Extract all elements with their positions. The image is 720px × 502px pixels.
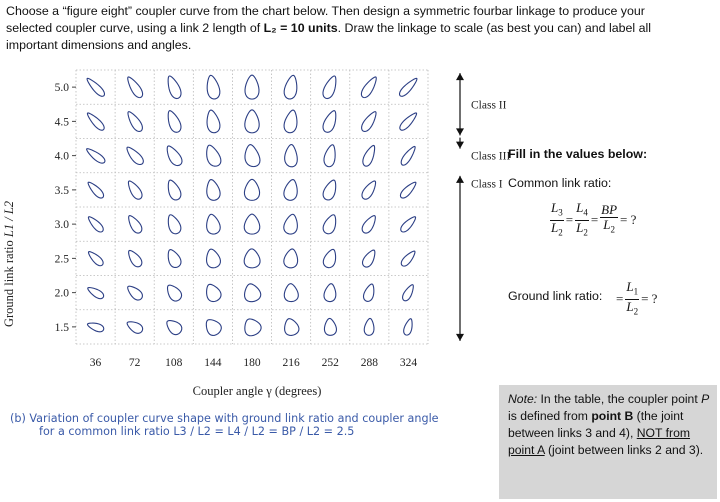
y-tick-label: 1.5 xyxy=(54,321,69,334)
coupler-curve xyxy=(124,75,144,100)
coupler-curve xyxy=(283,248,299,269)
x-tick-label: 144 xyxy=(204,357,222,369)
y-axis-label: Ground link ratio L1 / L2 xyxy=(2,200,16,328)
note-part: is defined from xyxy=(508,409,592,423)
note-text xyxy=(499,385,717,459)
coupler-curve xyxy=(321,109,340,134)
ground-ratio-equation: = $\frac{L_1}{L_2}$ = ? xyxy=(616,279,658,317)
coupler-curve xyxy=(244,249,261,269)
coupler-curve xyxy=(125,248,144,269)
coupler-curve xyxy=(86,285,105,301)
figure-caption xyxy=(10,412,490,438)
class-label: Class III xyxy=(471,150,511,163)
note-part: (joint between links 2 and 3). xyxy=(544,443,704,457)
coupler-curve xyxy=(205,143,222,167)
coupler-curve xyxy=(125,213,144,235)
coupler-curve xyxy=(321,143,340,168)
ground-link-ratio-label: Ground link ratio: xyxy=(508,289,603,303)
coupler-curve xyxy=(283,144,300,168)
bracket-arrowhead xyxy=(456,142,464,149)
coupler-curve-chart xyxy=(0,62,511,442)
coupler-curve xyxy=(283,178,300,201)
grid xyxy=(76,70,428,344)
coupler-curve xyxy=(398,111,419,133)
note-part: In the table, the coupler point xyxy=(537,392,702,406)
coupler-curve xyxy=(202,316,224,338)
coupler-curve xyxy=(85,76,107,98)
coupler-curve xyxy=(125,318,145,335)
coupler-curves xyxy=(85,74,420,338)
coupler-curve xyxy=(359,75,379,100)
coupler-curve xyxy=(323,318,337,336)
common-ratio-equation: $\frac{L_3}{L_2}$ = $\frac{L_4}{L_2}$ = $\frac{BP}{L_2}$ = ? xyxy=(551,200,637,238)
prompt-line-1 xyxy=(6,3,714,20)
prompt-text: . Draw the linkage to scale (as best you can) and label all xyxy=(337,21,652,35)
coupler-curve xyxy=(283,213,300,235)
coupler-curve xyxy=(283,74,300,100)
coupler-curve xyxy=(321,178,339,202)
y-tick-label: 3.5 xyxy=(54,184,69,197)
prompt-line-3 xyxy=(6,37,714,54)
x-tick-label: 108 xyxy=(165,357,183,369)
coupler-curve xyxy=(283,283,298,302)
coupler-curve xyxy=(244,179,259,200)
x-tick-label: 180 xyxy=(243,357,261,369)
prompt-text: Choose a “figure eight” coupler curve from the chart below. Then design a symmetric fourbar linkage to produce your xyxy=(6,4,645,18)
coupler-curve xyxy=(204,178,221,201)
x-tick-label: 36 xyxy=(89,357,102,369)
class-label: Class II xyxy=(471,99,507,112)
note-point-p: P xyxy=(701,392,710,406)
y-tick-label: 4.5 xyxy=(54,116,69,129)
coupler-curve xyxy=(399,214,418,234)
caption-line-1: (b) Variation of coupler curve shape with ground link ratio and coupler angle xyxy=(10,412,439,425)
common-link-ratio-label: Common link ratio: xyxy=(508,176,612,190)
coupler-curve xyxy=(86,249,105,267)
chart-svg xyxy=(0,62,511,412)
coupler-curve xyxy=(362,283,377,303)
coupler-curve xyxy=(359,109,379,133)
common-ratio-answer[interactable]: = ? xyxy=(620,212,637,228)
coupler-curve xyxy=(364,318,375,336)
bracket-arrowhead xyxy=(456,334,464,341)
coupler-curve xyxy=(86,321,105,334)
coupler-curve xyxy=(360,248,378,269)
coupler-curve xyxy=(245,110,259,133)
coupler-curve xyxy=(360,179,379,202)
link2-length: L₂ = 10 units xyxy=(263,21,338,35)
coupler-curve xyxy=(165,143,184,168)
coupler-curve xyxy=(245,145,260,167)
y-tick-label: 4.0 xyxy=(54,150,69,163)
bracket-arrowhead xyxy=(456,128,464,135)
coupler-curve xyxy=(203,281,223,303)
bracket-arrowhead xyxy=(456,73,464,80)
prompt-text: selected coupler curve, using a link 2 length of xyxy=(6,21,264,35)
fraction-l4-l2: $\frac{L_4}{L_2}$ xyxy=(576,200,588,238)
fraction-l3-l2: $\frac{L_3}{L_2}$ xyxy=(551,200,563,238)
coupler-curve xyxy=(283,109,300,134)
coupler-curve xyxy=(165,178,183,202)
coupler-curve xyxy=(125,179,144,202)
coupler-curve xyxy=(402,318,414,336)
y-tick-label: 2.0 xyxy=(54,287,69,300)
fill-in-panel xyxy=(500,140,720,355)
coupler-curve xyxy=(242,282,262,304)
coupler-curve xyxy=(401,283,416,302)
class-label: Class I xyxy=(471,178,503,191)
fill-title: Fill in the values below: xyxy=(508,147,648,161)
coupler-curve xyxy=(165,213,183,236)
coupler-curve xyxy=(399,180,419,200)
coupler-curve xyxy=(125,109,145,133)
note-prefix: Note: xyxy=(508,392,538,406)
ground-ratio-answer[interactable]: = ? xyxy=(641,291,658,307)
coupler-curve xyxy=(244,214,260,234)
coupler-curve xyxy=(360,144,380,168)
x-axis-label: Coupler angle γ (degrees) xyxy=(192,384,322,398)
coupler-curve xyxy=(204,248,222,270)
x-tick-label: 252 xyxy=(321,357,339,369)
coupler-curve xyxy=(241,315,264,338)
note-box xyxy=(499,385,717,499)
coupler-curve xyxy=(205,109,222,134)
note-point-b: point B xyxy=(591,409,634,423)
x-tick-label: 324 xyxy=(399,357,418,369)
coupler-curve xyxy=(204,213,221,235)
x-tick-label: 72 xyxy=(128,357,141,369)
y-tick-label: 3.0 xyxy=(54,219,69,232)
coupler-curve xyxy=(163,317,184,337)
coupler-curve xyxy=(398,76,420,98)
fraction-bp-l2: $\frac{BP}{L_2}$ xyxy=(601,202,618,235)
coupler-curve xyxy=(321,74,340,100)
coupler-curve xyxy=(164,109,183,134)
coupler-curve xyxy=(164,74,183,100)
coupler-curve xyxy=(245,75,259,99)
prompt-line-2 xyxy=(6,20,714,37)
note-part: (the joint between links 3 and 4), xyxy=(508,409,684,440)
fraction-l1-l2: $\frac{L_1}{L_2}$ xyxy=(626,279,639,317)
coupler-curve xyxy=(321,213,339,236)
y-tick-label: 5.0 xyxy=(54,82,69,95)
y-tick-label: 2.5 xyxy=(54,253,69,266)
coupler-curve xyxy=(85,145,106,166)
coupler-curve xyxy=(85,111,106,133)
coupler-curve xyxy=(164,282,184,303)
coupler-curve xyxy=(205,74,222,100)
coupler-curve xyxy=(322,247,339,269)
coupler-curve xyxy=(323,283,337,302)
coupler-curve xyxy=(398,145,419,166)
coupler-curve xyxy=(165,247,183,269)
coupler-curve xyxy=(125,144,145,168)
x-tick-label: 216 xyxy=(282,357,300,369)
bracket-arrowhead xyxy=(456,176,464,183)
caption-line-2: for a common link ratio L3 / L2 = L4 / L2 = BP / L2 = 2.5 xyxy=(39,425,355,438)
problem-statement xyxy=(6,3,714,54)
prompt-text: important dimensions and angles. xyxy=(6,38,192,52)
note-not-point-a: NOT from point A xyxy=(508,426,691,457)
coupler-curve xyxy=(125,283,145,302)
coupler-curve xyxy=(86,180,106,200)
coupler-curve xyxy=(282,317,301,337)
coupler-curve xyxy=(399,249,417,268)
coupler-curve xyxy=(86,214,105,234)
x-tick-label: 288 xyxy=(360,357,378,369)
coupler-curve xyxy=(360,213,379,235)
